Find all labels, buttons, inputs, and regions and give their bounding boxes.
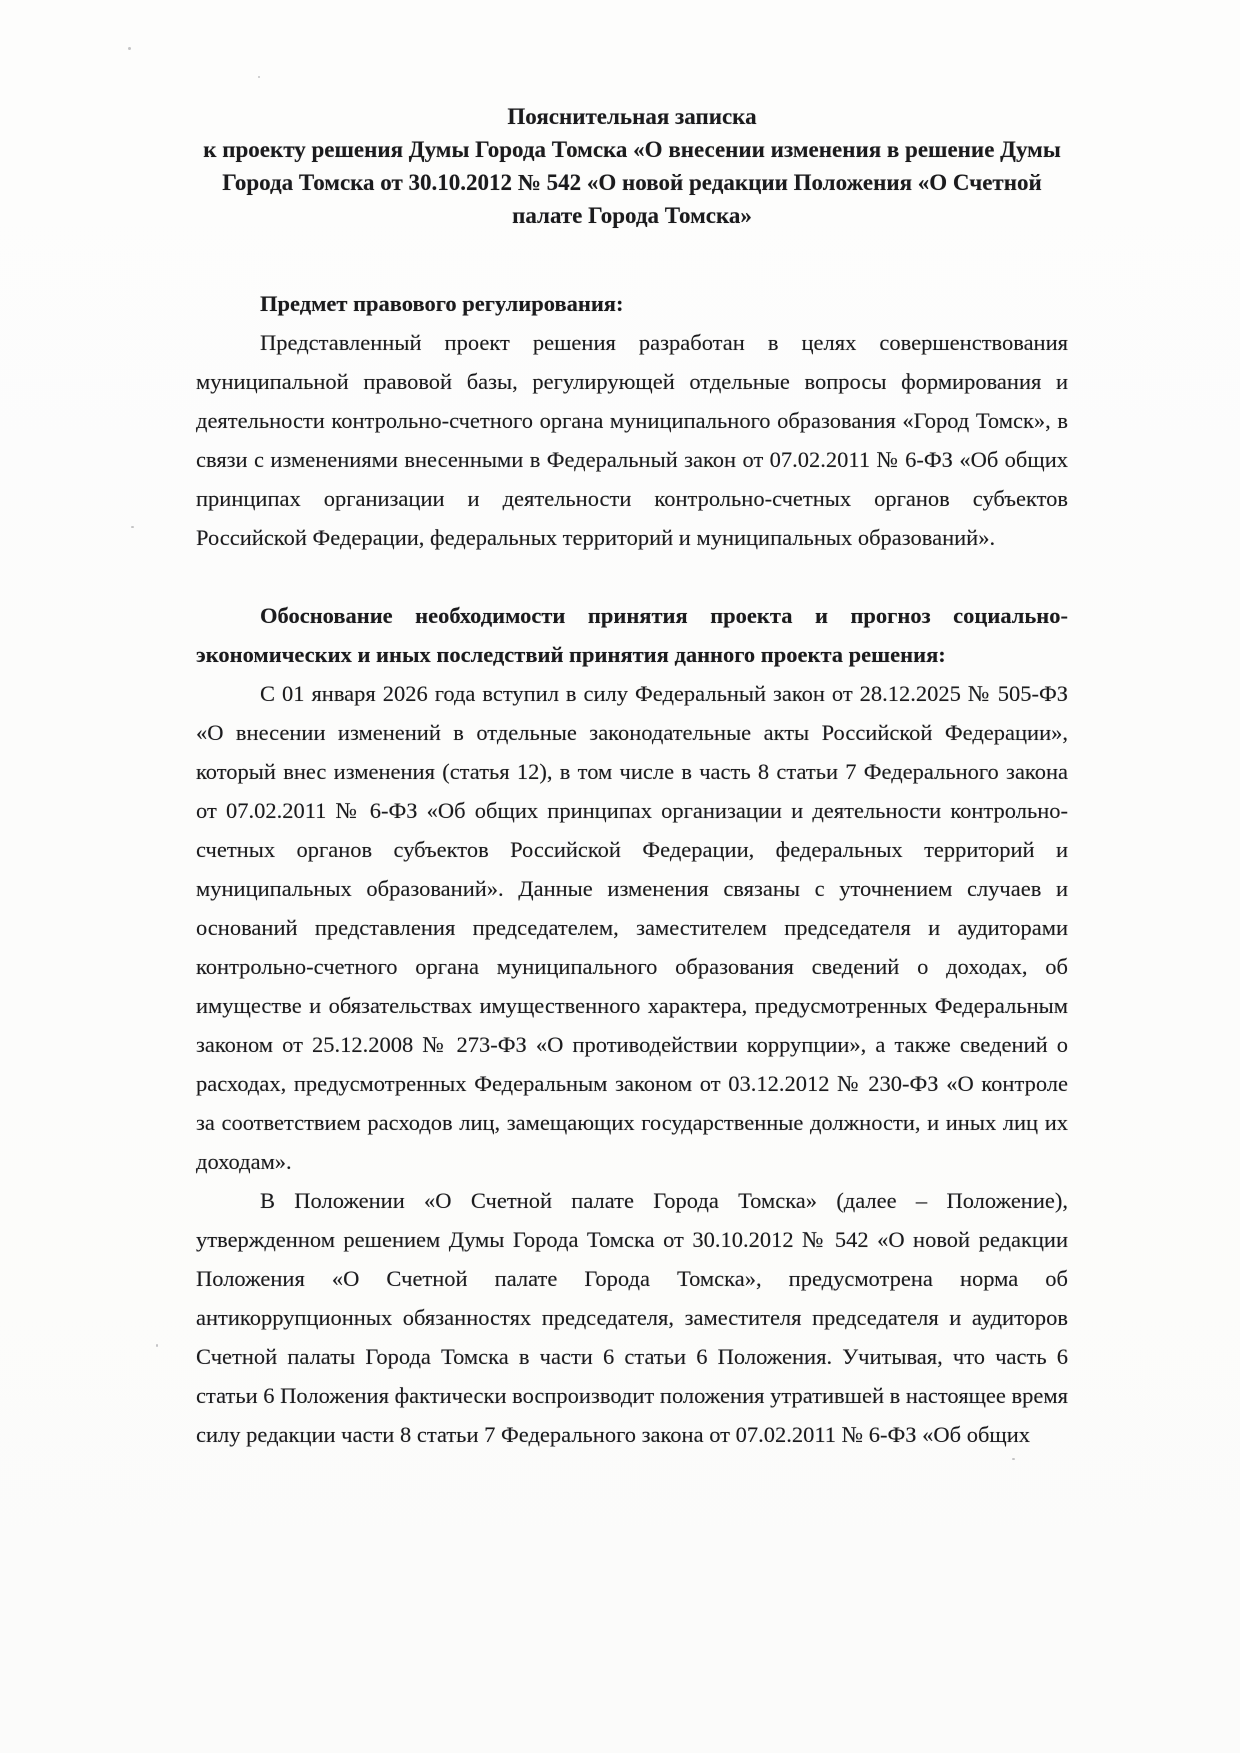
- scan-noise-speck: [156, 1344, 158, 1347]
- scan-noise-speck: [1012, 1458, 1015, 1460]
- heading-justification-and-forecast: Обоснование необходимости принятия проекта и прогноз социально-экономических и иных последствий принятия данного проекта решения:: [196, 603, 1068, 667]
- paragraph-regulation-purpose: Представленный проект решения разработан в целях совершенствования муниципальной правовой базы, регулирующей отдельные вопросы формирования и деятельности контрольно-счетного органа муниципального образования «Город Томск», в связи с изменениями внесенными в Федеральный закон от 07.02.2011 № 6-ФЗ «Об общих принципах организации и деятельности контрольно-счетных органов субъектов Российской Федерации, федеральных территорий и муниципальных образований».: [196, 330, 1068, 550]
- scan-noise-speck: [128, 47, 131, 50]
- paragraph-federal-law-changes: С 01 января 2026 года вступил в силу Федеральный закон от 28.12.2025 № 505-ФЗ «О внесении изменений в отдельные законодательные акты Российской Федерации», который внес изменения (статья 12), в том числе в часть 8 статьи 7 Федерального закона от 07.02.2011 № 6-ФЗ «Об общих принципах организации и деятельности контрольно-счетных органов субъектов Российской Федерации, федеральных территорий и муниципальных образований». Данные изменения связаны с уточнением случаев и оснований представления председателем, заместителем председателя и аудиторами контрольно-счетного органа муниципального образования сведений о доходах, об имуществе и обязательствах имущественного характера, предусмотренных Федеральным законом от 25.12.2008 № 273-ФЗ «О противодействии коррупции», а также сведений о расходах, предусмотренных Федеральным законом от 03.12.2012 № 230-ФЗ «О контроле за соответствием расходов лиц, замещающих государственные должности, и иных лиц их доходам».: [196, 681, 1068, 1174]
- document-body: [196, 100, 1068, 1454]
- document-title-block: [196, 100, 1068, 232]
- document-subtitle: к проекту решения Думы Города Томска «О внесении изменения в решение Думы Города Томска от 30.10.2012 № 542 «О новой редакции Положения «О Счетной палате Города Томска»: [203, 137, 1061, 228]
- heading-subject-of-regulation: Предмет правового регулирования:: [260, 291, 624, 316]
- document-title: Пояснительная записка: [507, 104, 757, 129]
- paragraph-polozhenie-norms: В Положении «О Счетной палате Города Томска» (далее – Положение), утвержденном решением Думы Города Томска от 30.10.2012 № 542 «О новой редакции Положения «О Счетной палате Города Томска», предусмотрена норма об антикоррупционных обязанностях председателя, заместителя председателя и аудиторов Счетной палаты Города Томска в части 6 статьи 6 Положения. Учитывая, что часть 6 статьи 6 Положения фактически воспроизводит положения утратившей в настоящее время силу редакции части 8 статьи 7 Федерального закона от 07.02.2011 № 6-ФЗ «Об общих: [196, 1188, 1068, 1447]
- scan-noise-speck: [131, 526, 134, 528]
- scan-noise-speck: [258, 76, 260, 78]
